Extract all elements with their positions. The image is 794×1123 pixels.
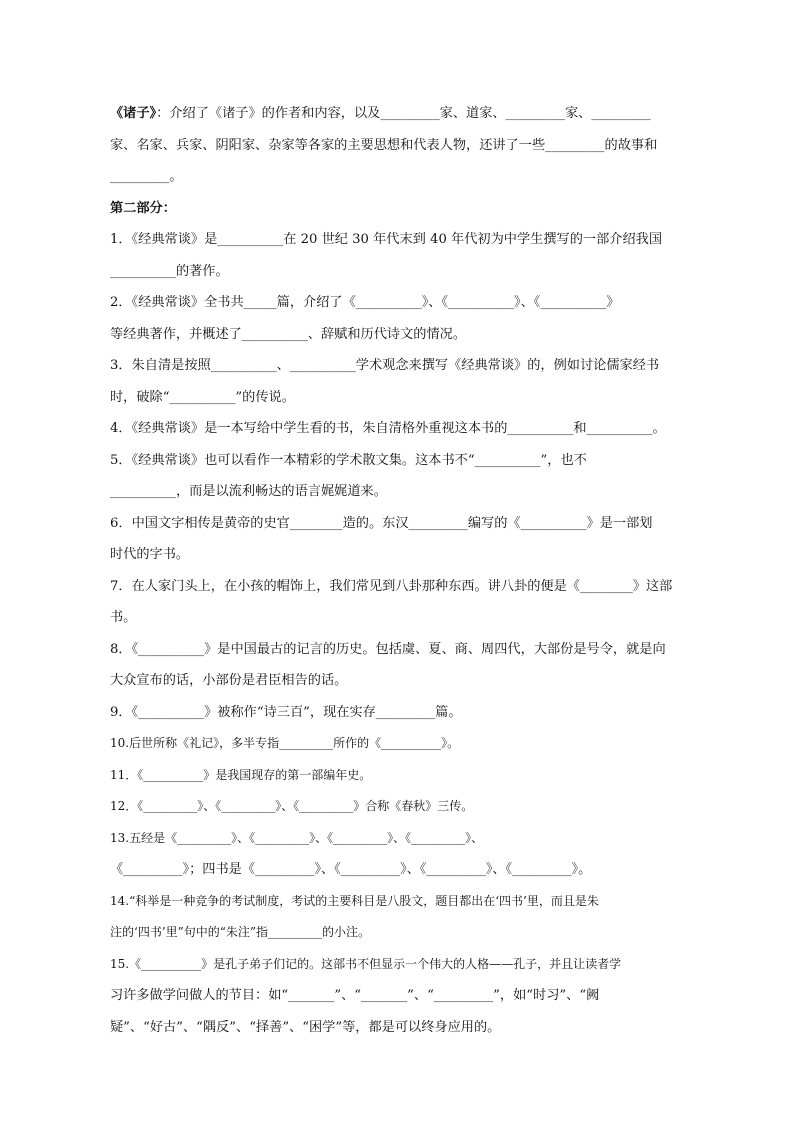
q7-line-2: 书。 — [110, 610, 137, 625]
q4-line-1: 4．《经典常谈》是一本写给中学生看的书，朱自清格外重视这本书的__________和__________。 — [110, 421, 666, 436]
q8-line-1: 8．《__________》是中国最古的记言的历史。包括虞、夏、商、周四代，大部份是号令，就是向 — [110, 641, 666, 657]
q5-line-1: 5．《经典常谈》也可以看作一本精彩的学术散文集。这本书不“__________”，也不 — [110, 452, 587, 468]
q15-line-1: 15.《__________》是孔子弟子们记的。这部书不但显示一个伟大的人格——孔子，并且让读者学 — [110, 956, 622, 971]
q2-line-2: 等经典著作，并概述了__________、辞赋和历代诗文的情况。 — [110, 326, 467, 342]
document-body — [110, 98, 710, 1043]
q11-line-1: 11．《__________》是我国现存的第一部编年史。 — [110, 767, 372, 782]
q14-line-1: 14.“科举是一种竞争的考试制度，考试的主要科目是八股文，题目都出在‘四书’里，而且是朱 — [110, 893, 599, 908]
q15-line-2: 习许多做学问做人的节目：如“_______”、“_______”、“_________”，如“时习”、“阙 — [110, 988, 600, 1003]
line-2: 家、名家、兵家、阴阳家、杂家等各家的主要思想和代表人物，还讲了一些_________的故事和 — [110, 137, 658, 153]
line-1 — [110, 98, 710, 130]
q5-line-2: __________，而是以流利畅达的语言娓娓道来。 — [110, 484, 387, 499]
q1-line-2: __________的著作。 — [110, 263, 229, 279]
q14-line-2: 注的‘四书’里”句中的“朱注”指_________的小注。 — [110, 925, 371, 939]
bold-title: 《诸子》 — [110, 106, 157, 121]
q9-line-1: 9．《__________》被称作“诗三百”，现在实存_________篇。 — [110, 704, 462, 720]
q15-line-3: 疑”、“好古”、“隅反”、“择善”、“困学”等，都是可以终身应用的。 — [110, 1019, 501, 1035]
q8-line-2: 大众宣布的话，小部份是君臣相告的话。 — [110, 673, 348, 688]
line-1-text: ：介绍了《诸子》的作者和内容，以及_________家、道家、_________家、_________ — [156, 106, 651, 121]
q2-line-1: 2．《经典常谈》全书共_____篇，介绍了《__________》、《__________》、《__________》 — [110, 295, 620, 310]
q13-line-1: 13.五经是《_________》、《_________》、《_________》、《_________》、 — [110, 830, 484, 845]
q7-line-1: 7．在人家门头上，在小孩的帽饰上，我们常见到八卦那种东西。讲八卦的便是《________》这部 — [110, 578, 673, 594]
q3-line-1: 3．朱自清是按照__________、__________学术观念来撰写《经典常谈》的，例如讨论儒家经书 — [110, 358, 660, 373]
section-heading: 第二部分： — [110, 200, 176, 216]
q6-line-1: 6．中国文字相传是黄帝的史官________造的。东汉_________编写的《__________》是一部划 — [110, 515, 653, 531]
q12-line-1: 12．《_________》、《_________》、《_________》合称《春秋》三传。 — [110, 799, 474, 813]
line-3: _________。 — [110, 169, 183, 184]
q6-line-2: 时代的字书。 — [110, 547, 190, 562]
q10-line-1: 10.后世所称《礼记》，多半专指_________所作的《__________》。 — [110, 736, 460, 750]
q13-line-2: 《_________》；四书是《_________》、《_________》、《_________》、《_________》。 — [110, 862, 592, 877]
q1-line-1: 1．《经典常谈》是__________在 20 世纪 30 年代末到 40 年代初为中学生撰写的一部介绍我国 — [110, 232, 663, 247]
q3-line-2: 时，破除“__________”的传说。 — [110, 389, 295, 405]
